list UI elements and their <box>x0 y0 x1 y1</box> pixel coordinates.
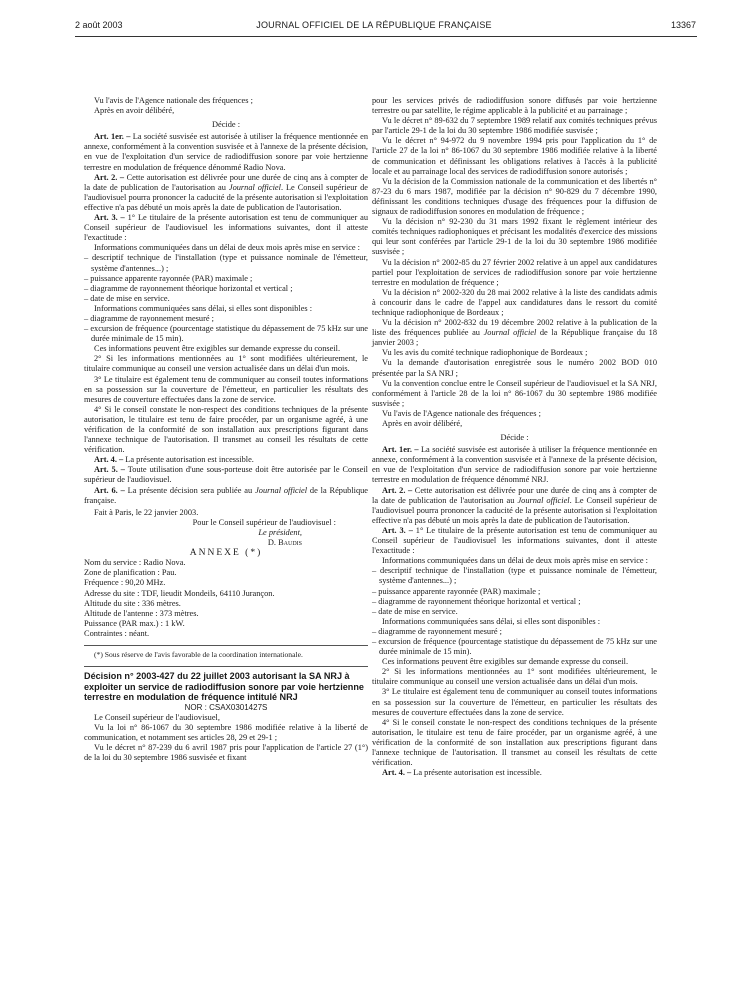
annex-title: ANNEXE (*) <box>189 548 263 559</box>
paragraph: pour les services privés de radiodiffusion sonore diffusés par voie hertzienne terrestre ou par satellite, le régime applicable à la publicité et au parrainage ; <box>372 96 657 116</box>
decide-heading: Décide : <box>500 433 529 443</box>
article-label: Art. 3. – <box>382 525 413 535</box>
paragraph: Le Conseil supérieur de l'audiovisuel, <box>94 712 220 722</box>
paragraph: Vu la décision n° 2002-832 du 19 décembre 2002 relative à la publication de la liste des fréquences publiée au Journal officiel de la République française du 18 janvier 2003 ; <box>372 318 657 348</box>
article-1 <box>372 445 657 485</box>
paragraph: Ces informations peuvent être exigibles sur demande expresse du conseil. <box>94 344 341 354</box>
nor-reference: NOR : CSAX0301427S <box>184 702 268 712</box>
list-item: – puissance apparente rayonnée (PAR) maximale ; <box>372 586 541 596</box>
paragraph: Vu le décret n° 87-239 du 6 avril 1987 pris pour l'application de l'article 27 (1°) de la loi du 30 septembre 1986 susvisée et fixant <box>84 743 368 763</box>
article-text: La présente autorisation est incessible. <box>411 768 542 778</box>
article-text: Cette autorisation est délivrée pour une durée de cinq ans à compter de la date de publication de l'autorisation au <box>372 485 657 505</box>
article-5 <box>84 465 368 485</box>
paragraph: Vu le décret n° 89-632 du 7 septembre 1989 relatif aux comités techniques prévus par l'article 29-1 de la loi du 30 septembre 1986 modifiée susvisée ; <box>372 116 657 136</box>
list-item: – diagramme de rayonnement théorique horizontal et vertical ; <box>372 596 581 606</box>
article-2 <box>84 173 368 213</box>
right-column <box>372 96 657 778</box>
article-text: . Le Conseil supérieur de l'audiovisuel pourra prononcer la caducité de la présente autorisation si l'exploitation effective n'a pas débuté un mois après la date de publication de l'autorisation. <box>372 495 657 525</box>
paragraph: Ces informations peuvent être exigibles sur demande expresse du conseil. <box>382 657 629 667</box>
paragraph: 2° Si les informations mentionnées au 1° sont modifiées ultérieurement, le titulaire communique au conseil une version actualisée dans un délai d'un mois. <box>84 354 368 374</box>
paragraph: Après en avoir délibéré, <box>94 106 175 116</box>
list-item: – puissance apparente rayonnée (PAR) maximale ; <box>84 273 253 283</box>
footnote-rule <box>84 645 368 646</box>
list-item: – descriptif technique de l'installation (type et puissance nominale de l'émetteur, système d'antennes...) ; <box>372 566 657 586</box>
list-item: – diagramme de rayonnement mesuré ; <box>372 626 502 636</box>
article-text: de la République française. <box>84 485 369 505</box>
article-label: Art. 2. – <box>382 485 413 495</box>
article-text: 1° Le titulaire de la présente autorisation est tenu de communiquer au Conseil supérieur de l'audiovisuel les informations suivantes, dont il atteste l'exactitude : <box>84 213 368 243</box>
page-header <box>0 20 748 34</box>
article-label: Art. 6. – <box>94 485 125 495</box>
paragraph: Vu la convention conclue entre le Conseil supérieur de l'audiovisuel et la SA NRJ, conformément à l'article 28 de la loi n° 86-1067 du 30 septembre 1986 modifiée susvisée ; <box>372 378 657 408</box>
annex-line: Contraintes : néant. <box>84 628 150 638</box>
article-label: Art. 4. – <box>94 455 124 465</box>
paragraph: 4° Si le conseil constate le non-respect des conditions techniques de la présente autorisation, le titulaire est tenu de faire procéder, par un organisme agréé, à une vérification de la conformité de son installation aux prescriptions figurant dans l'annexe technique de l'autorisation. Il transmet au conseil les résultats de cette vérification. <box>84 404 368 455</box>
article-label: Art. 2. – <box>94 172 125 182</box>
paragraph: Vu la décision de la Commission nationale de la communication et des libertés n° 87-23 du 6 mars 1987, modifiée par la décision n° 90-829 du 7 décembre 1990, définissant les conditions techniques d'usage des fréquences pour la diffusion de signaux de radiodiffusion sonores en modulation de fréquence ; <box>372 176 657 217</box>
signature-place-date: Fait à Paris, le 22 janvier 2003. <box>94 507 199 517</box>
list-item: – descriptif technique de l'installation (type et puissance nominale de l'émetteur, système d'antennes...) ; <box>84 253 368 273</box>
article-text: . Le Conseil supérieur de l'audiovisuel pourra prononcer la caducité de la présente autorisation si l'exploitation effective n'a pas débuté un mois après la date de publication de l'autorisation. <box>84 182 368 212</box>
section-rule <box>84 666 368 667</box>
paragraph: Vu la décision n° 92-230 du 31 mars 1992 fixant le règlement intérieur des comités techniques radiophoniques et précisant les modalités d'exercice des missions qui leur sont conférées par l'article 29-1 de la loi du 30 septembre 1986 modifiée susvisée ; <box>372 217 657 257</box>
article-label: Art. 4. – <box>382 768 412 778</box>
article-label: Art. 3. – <box>94 213 125 223</box>
article-2 <box>372 486 657 526</box>
paragraph: 3° Le titulaire est également tenu de communiquer au conseil toutes informations en sa possession sur la couverture de l'émetteur, en particulier les résultats des mesures de couverture effectuées dans la zone de service. <box>372 687 657 717</box>
annex-line: Nom du service : Radio Nova. <box>84 558 186 568</box>
paragraph: Informations communiquées dans un délai de deux mois après mise en service : <box>382 556 649 566</box>
article-label: Art. 5. – <box>94 465 125 475</box>
paragraph: Vu le décret n° 94-972 du 9 novembre 1994 pris pour l'application du 1° de l'article 27 de la loi n° 86-1067 du 30 septembre 1986 modifiée relative à la liberté de communication et définissant les obligations relatives à l'accès à la publicité locale et au parrainage local des services de radiodiffusion sonore autorisés ; <box>372 136 657 176</box>
list-item: – excursion de fréquence (pourcentage statistique du dépassement de 75 kHz sur une durée minimale de 15 min). <box>84 324 368 344</box>
annex-line: Zone de planification : Pau. <box>84 568 177 578</box>
journal-officiel-ref: Journal officiel <box>517 495 570 505</box>
list-item: – diagramme de rayonnement théorique horizontal et vertical ; <box>84 283 293 293</box>
annex-line: Altitude de l'antenne : 373 mètres. <box>84 608 199 618</box>
header-rule <box>75 36 697 37</box>
article-text: La présente autorisation est incessible. <box>123 455 254 465</box>
signatory-title: Le président, <box>258 527 302 537</box>
annex-line: Adresse du site : TDF, lieudit Mondeils, 64110 Jurançon. <box>84 588 275 598</box>
paragraph: Vu la demande d'autorisation enregistrée sous le numéro 2002 BOD 010 présentée par la SA NRJ ; <box>372 358 657 378</box>
journal-officiel-ref: Journal officiel <box>483 328 537 338</box>
paragraph: Informations communiquées dans un délai de deux mois après mise en service : <box>94 243 361 253</box>
article-3 <box>372 526 657 556</box>
article-text: La société susvisée est autorisée à utiliser la fréquence mentionnée en annexe, conformément à la convention susvisée et à l'annexe de la présente décision, en vue de l'exploitation d'un service de radiodiffusion sonore par voie hertzienne terrestre en modulation de fréquence dénommé Radio Nova. <box>84 132 368 172</box>
paragraph: 4° Si le conseil constate le non-respect des conditions techniques de la présente autorisation, le titulaire est tenu de faire procéder, par un organisme agréé, à une vérification de la conformité de son installation aux prescriptions figurant dans l'annexe technique de l'autorisation. Il transmet au conseil les résultats de cette vérification. <box>372 717 657 768</box>
signature-intro: Pour le Conseil supérieur de l'audiovisuel : <box>192 517 336 527</box>
paragraph: 2° Si les informations mentionnées au 1° sont modifiées ultérieurement, le titulaire communique au conseil une version actualisée dans un délai d'un mois. <box>372 667 657 687</box>
list-item: – excursion de fréquence (pourcentage statistique du dépassement de 75 kHz sur une durée minimale de 15 min). <box>372 636 657 657</box>
article-text: Cette autorisation est délivrée pour une durée de cinq ans à compter de la date de publication de l'autorisation au <box>84 172 369 192</box>
paragraph: Informations communiquées sans délai, si elles sont disponibles : <box>94 303 313 313</box>
article-label: Art. 1er. – <box>94 132 131 142</box>
journal-title: JOURNAL OFFICIEL DE LA RÉPUBLIQUE FRANÇAISE <box>256 20 492 30</box>
article-text: La présente décision sera publiée au <box>124 485 256 495</box>
journal-officiel-ref: Journal officiel <box>255 485 308 495</box>
paragraph: Vu l'avis de l'Agence nationale des fréquences ; <box>382 408 541 418</box>
article-text: La société susvisée est autorisée à utiliser la fréquence mentionnée en annexe, conformément à la convention susvisée et à l'annexe de la présente décision, en vue de l'exploitation d'un service de radiodiffusion sonore par voie hertzienne terrestre en modulation de fréquence dénommé NRJ. <box>372 445 657 485</box>
left-column <box>84 96 368 763</box>
paragraph: Vu la loi n° 86-1067 du 30 septembre 1986 modifiée relative à la liberté de communication, et notamment ses articles 28, 29 et 29-1 ; <box>84 723 368 743</box>
page-number: 13367 <box>670 20 696 30</box>
article-1 <box>84 132 368 172</box>
list-item: – date de mise en service. <box>372 606 458 616</box>
paragraph: Vu l'avis de l'Agence nationale des fréquences ; <box>94 96 253 105</box>
annex-line: Puissance (PAR max.) : 1 kW. <box>84 618 185 628</box>
article-label: Art. 1er. – <box>382 445 419 455</box>
header-date: 2 août 2003 <box>75 20 123 30</box>
list-item: – date de mise en service. <box>84 293 170 303</box>
paragraph: Après en avoir délibéré, <box>382 419 463 428</box>
annex-line: Altitude du site : 336 mètres. <box>84 598 181 608</box>
list-item: – diagramme de rayonnement mesuré ; <box>84 313 214 323</box>
signatory-name: D. Baudis <box>267 538 302 548</box>
decide-heading: Décide : <box>211 120 241 130</box>
article-4 <box>372 768 657 778</box>
article-6 <box>84 486 368 506</box>
journal-officiel-ref: Journal officiel <box>228 182 281 192</box>
article-4 <box>84 455 368 465</box>
article-3 <box>84 213 368 243</box>
footnote: (*) Sous réserve de l'avis favorable de la coordination internationale. <box>94 649 303 659</box>
decision-title: Décision n° 2003-427 du 22 juillet 2003 autorisant la SA NRJ à exploiter un service de radiodiffusion sonore par voie hertzienne terrestre en modulation de fréquence intitulé NRJ <box>84 671 364 703</box>
paragraph: Informations communiquées sans délai, si elles sont disponibles : <box>382 616 601 626</box>
paragraph: Vu les avis du comité technique radiophonique de Bordeaux ; <box>382 348 588 358</box>
article-text: Toute utilisation d'une sous-porteuse doit être autorisée par le Conseil supérieur de l'audiovisuel. <box>84 465 368 485</box>
paragraph: 3° Le titulaire est également tenu de communiquer au conseil toutes informations en sa possession sur la couverture de l'émetteur, en particulier les résultats des mesures de couverture effectuées dans la zone de service. <box>84 374 368 404</box>
article-text: 1° Le titulaire de la présente autorisation est tenu de communiquer au Conseil supérieur de l'audiovisuel les informations suivantes, dont il atteste l'exactitude : <box>372 525 657 556</box>
paragraph: Vu la décision n° 2002-85 du 27 février 2002 relative à un appel aux candidatures partiel pour l'exploitation de services de radiodiffusion sonore par voie hertzienne terrestre en modulation de fréquence ; <box>372 257 657 287</box>
paragraph: Vu la décision n° 2002-320 du 28 mai 2002 relative à la liste des candidats admis à concourir dans le cadre de l'appel aux candidatures dans le ressort du comité technique radiophonique de Bordeaux ; <box>372 287 657 317</box>
annex-line: Fréquence : 90,20 MHz. <box>84 578 166 588</box>
